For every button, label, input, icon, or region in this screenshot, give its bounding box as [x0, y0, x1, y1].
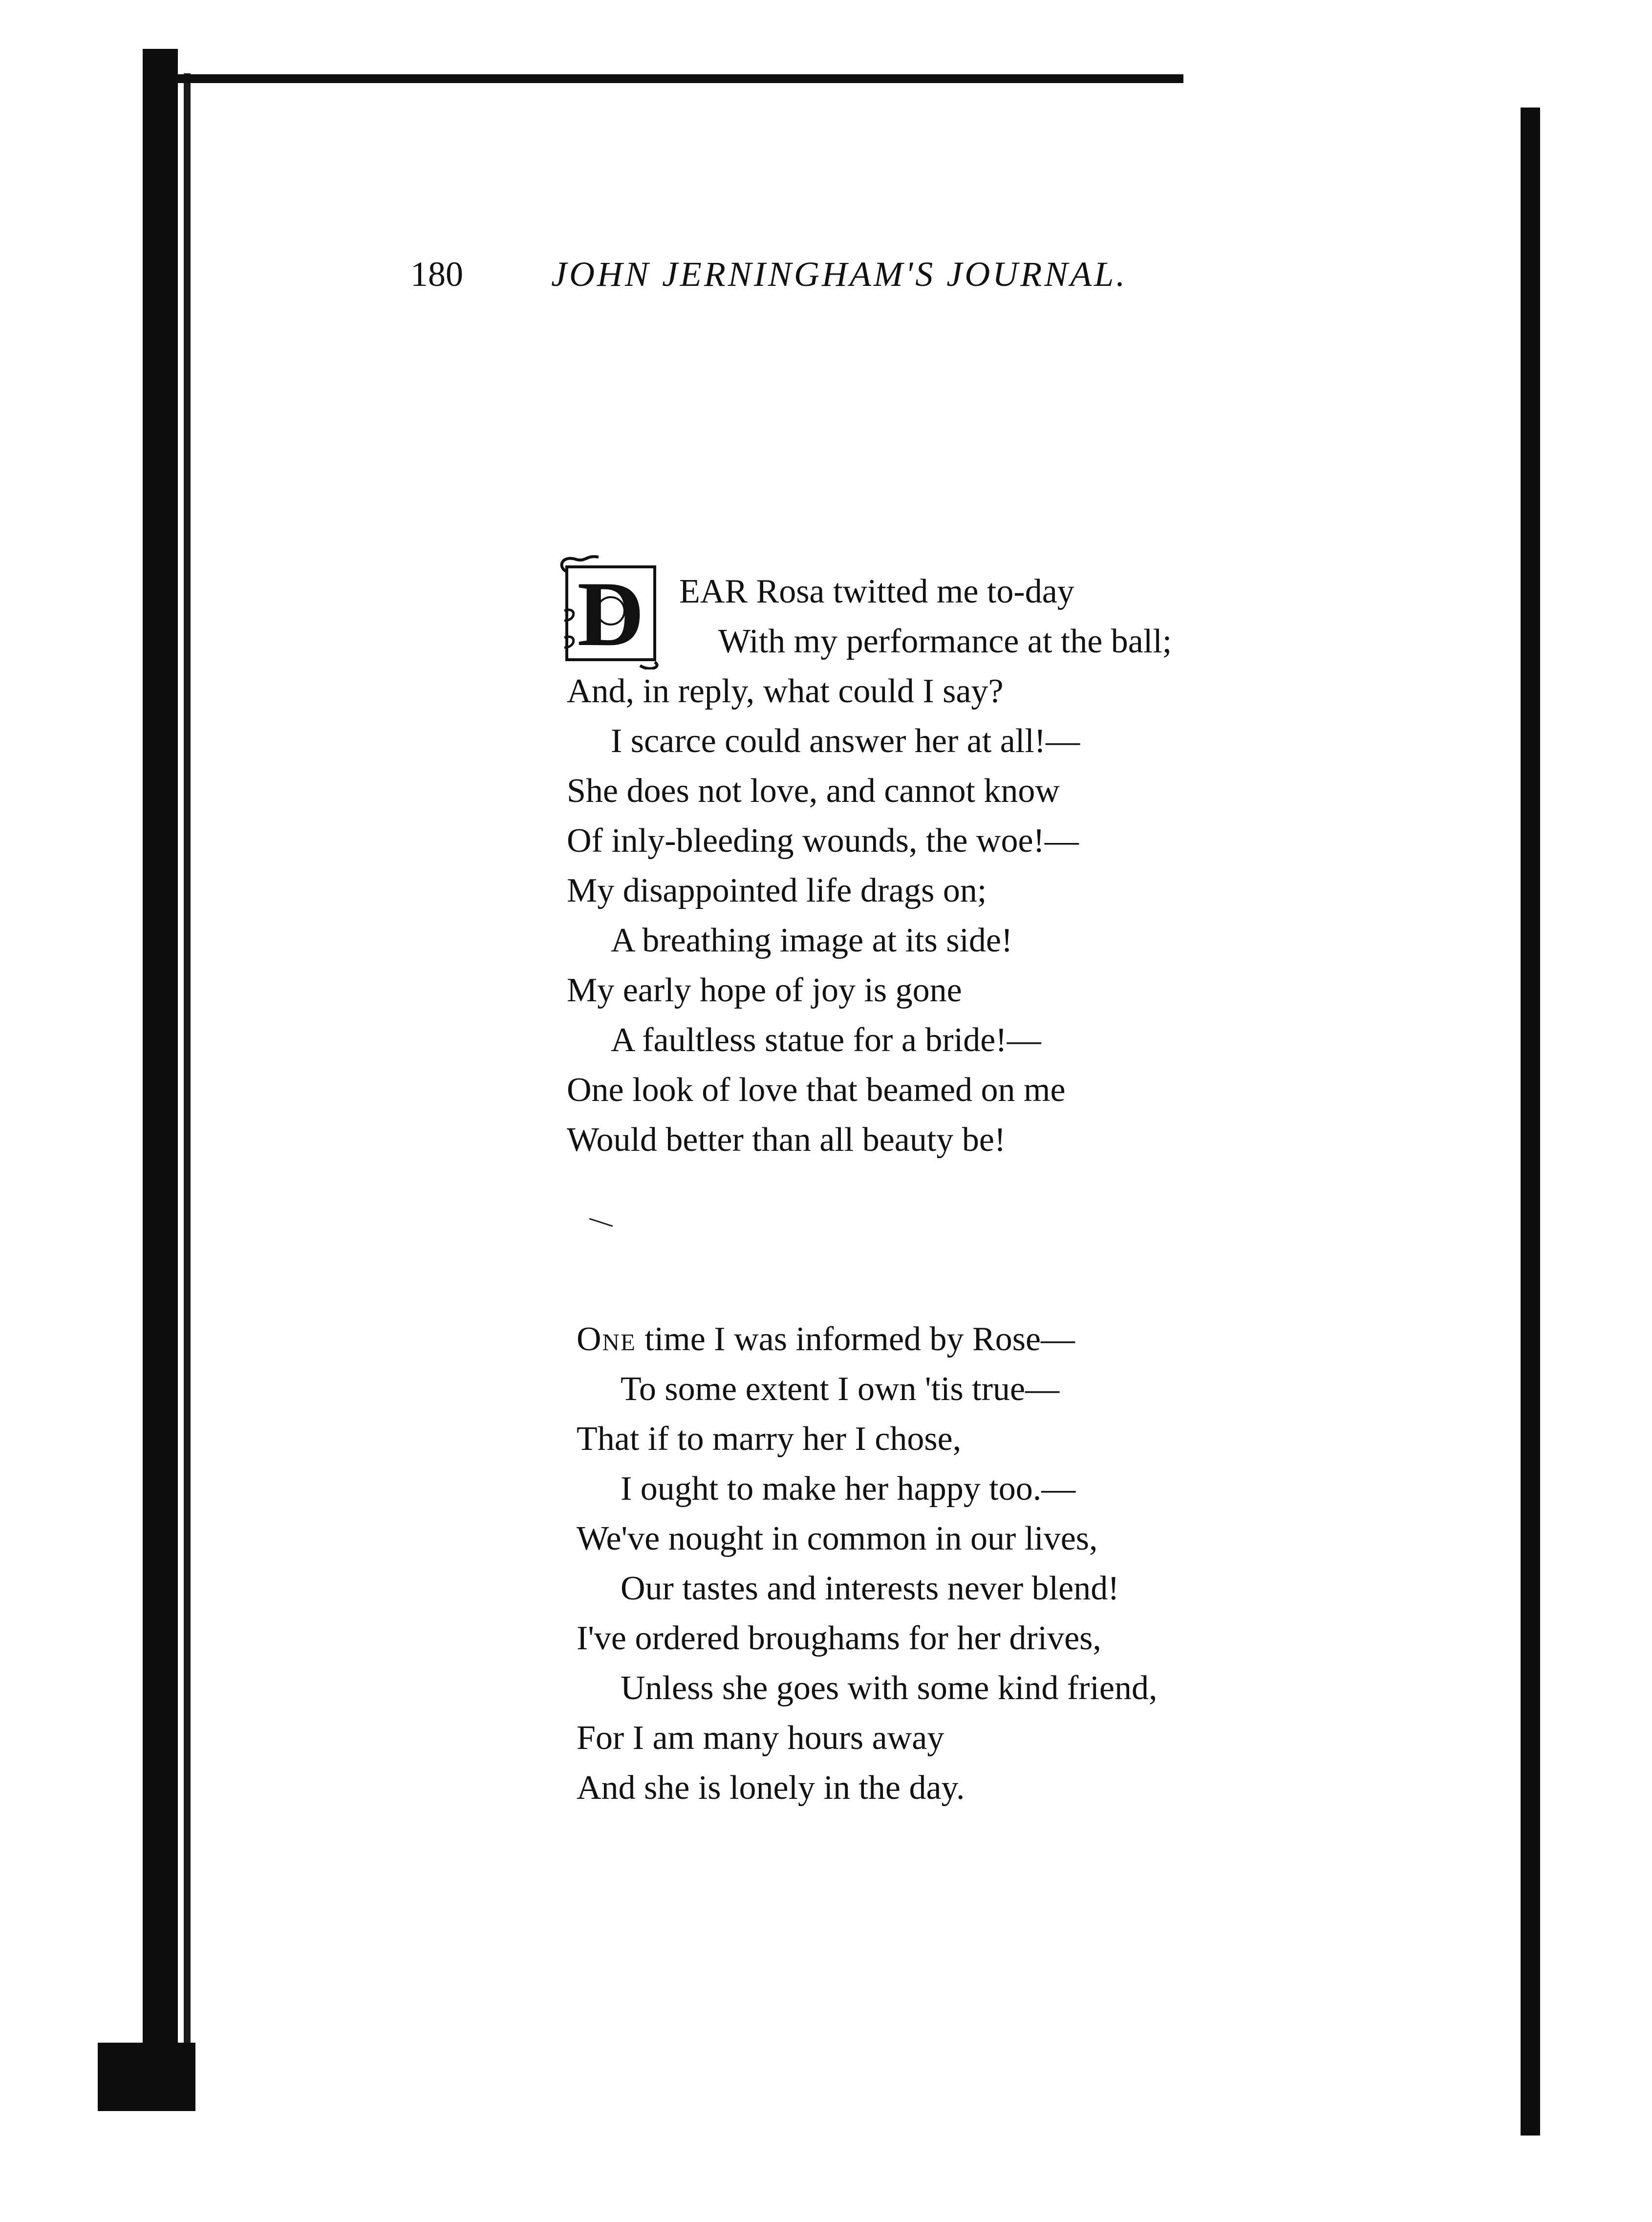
verse-line: A faultless statue for a bride!—: [611, 1021, 1041, 1059]
verse-line: I've ordered broughams for her drives,: [577, 1619, 1101, 1657]
top-rule: [176, 74, 1183, 83]
verse-first-word: One: [577, 1320, 636, 1358]
verse-line: My early hope of joy is gone: [567, 971, 962, 1009]
binding-edge-left: [143, 49, 178, 2101]
book-title: JOHN JERNINGHAM'S JOURNAL.: [551, 255, 1128, 294]
stanza-2: [577, 1315, 1157, 1813]
running-head: [410, 254, 1241, 308]
binding-edge-foot: [98, 2043, 195, 2111]
verse-line: Of inly-bleeding wounds, the woe!—: [567, 822, 1079, 860]
stanza-separator: [589, 1218, 613, 1227]
verse-line: I scarce could answer her at all!—: [611, 722, 1080, 760]
verse-line: That if to marry her I chose,: [577, 1420, 962, 1458]
verse-first-line-rest: time I was informed by Rose—: [636, 1320, 1075, 1358]
page-number: 180: [410, 255, 463, 294]
verse-line: For I am many hours away: [577, 1719, 944, 1757]
verse-line: We've nought in common in our lives,: [577, 1520, 1098, 1557]
verse-line: Our tastes and interests never blend!: [621, 1570, 1119, 1607]
verse-line: My disappointed life drags on;: [567, 872, 987, 909]
verse-line: I ought to make her happy too.—: [621, 1470, 1076, 1508]
verse-line-first: [577, 1315, 1157, 1364]
verse-line: One look of love that beamed on me: [567, 1071, 1066, 1109]
verse-line: To some extent I own 'tis true—: [621, 1370, 1060, 1408]
verse-line: Unless she goes with some kind friend,: [621, 1669, 1158, 1707]
drop-cap-letter: D: [577, 563, 644, 666]
binding-edge-right: [1521, 108, 1540, 2136]
verse-line: A breathing image at its side!: [611, 922, 1013, 959]
verse-line: And she is lonely in the day.: [577, 1769, 965, 1807]
verse-line: And, in reply, what could I say?: [567, 672, 1004, 710]
verse-line: She does not love, and cannot know: [567, 772, 1060, 810]
verse-line: Would better than all beauty be!: [567, 1121, 1006, 1159]
verse-line: With my performance at the ball;: [718, 623, 1172, 660]
stanza-1: [567, 567, 1172, 1165]
verse-line: EAR Rosa twitted me to-day: [679, 573, 1074, 610]
binding-edge-left-inner: [184, 73, 191, 2101]
